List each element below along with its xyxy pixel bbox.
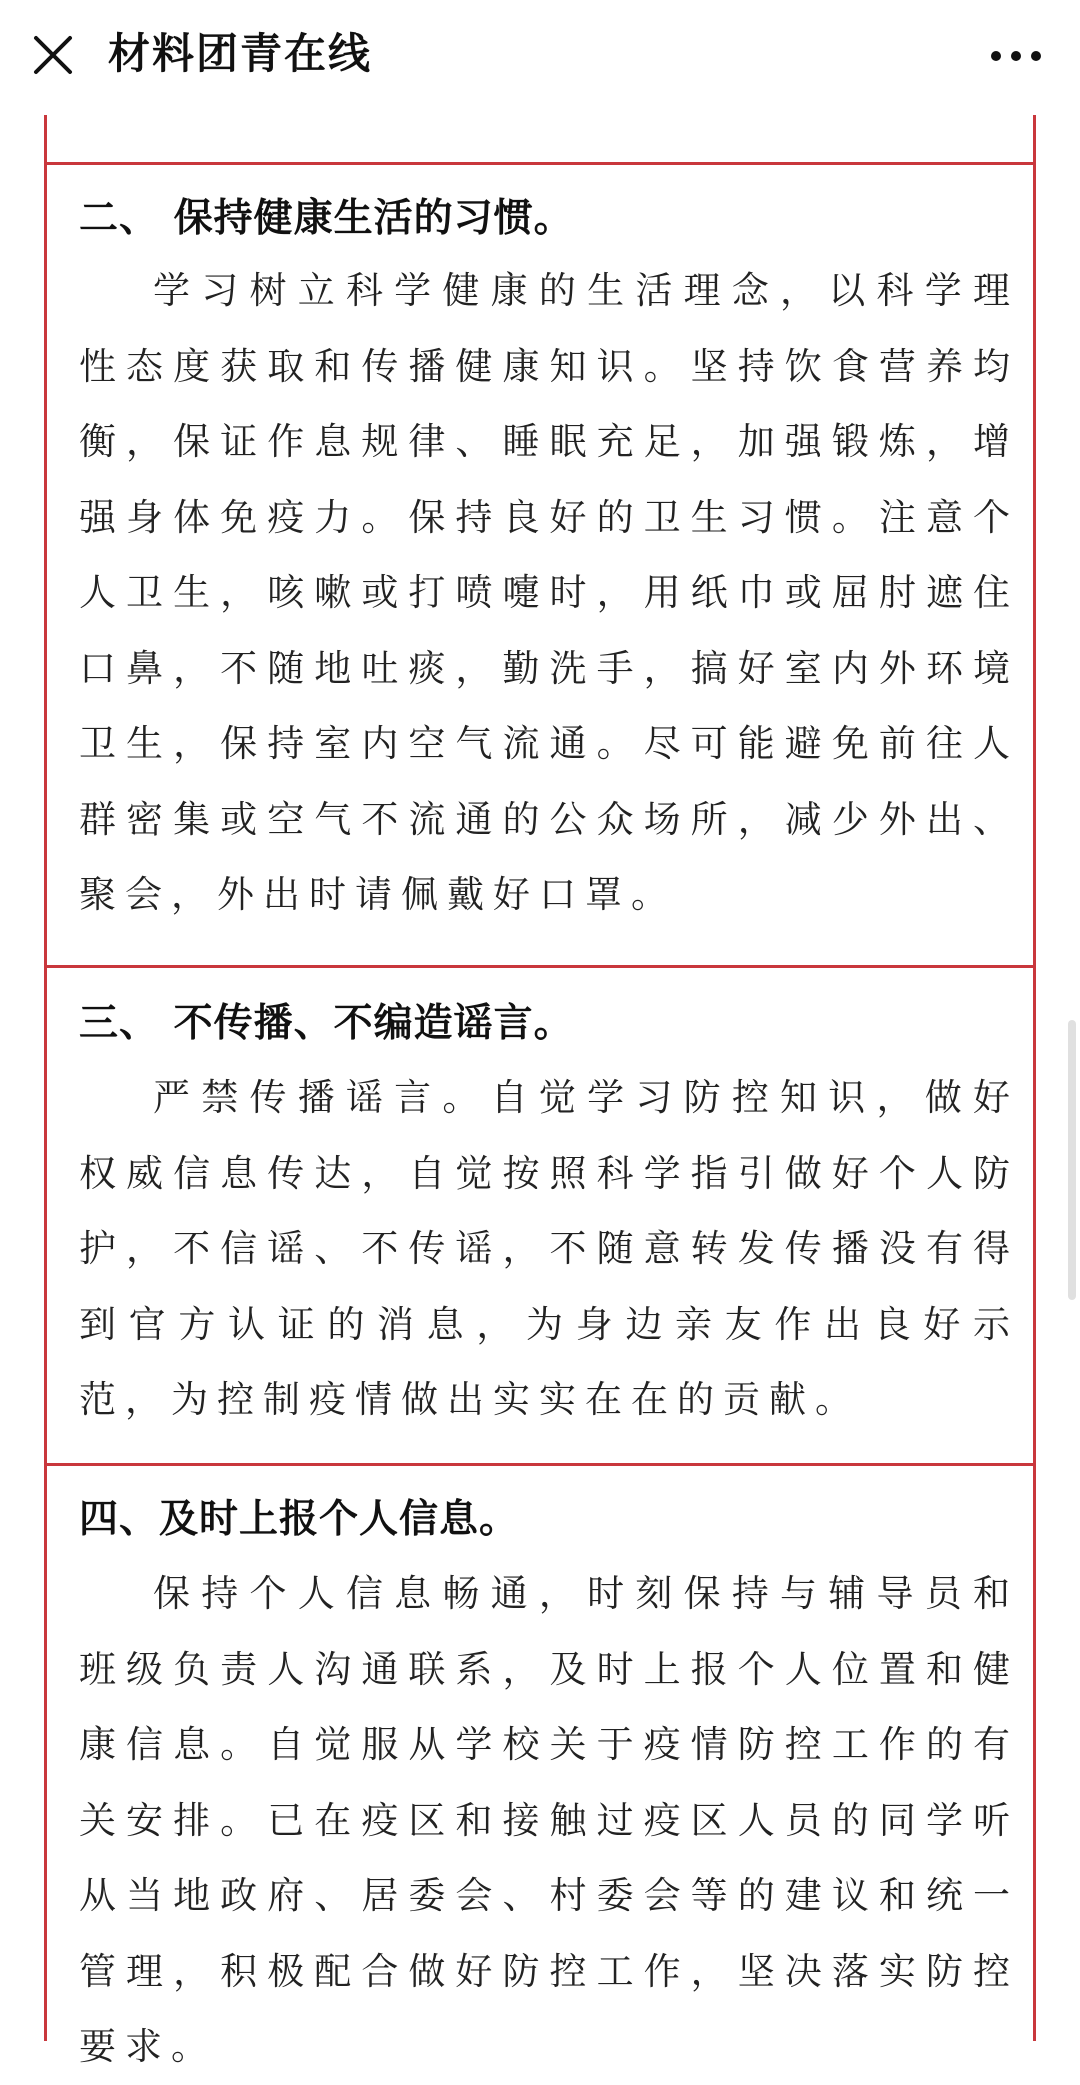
- section-heading: 四、及时上报个人信息。: [79, 1497, 520, 1542]
- section-body: 保持个人信息畅通，时刻保持与辅导员和班级负责人沟通联系，及时上报个人位置和健康信息。自觉服从学校关于疫情防控工作的有关安排。已在疫区和接触过疫区人员的同学听从当地政府、居委会、村委会等的建议和统一管理，积极配合做好防控工作，坚决落实防控要求。: [79, 1572, 1019, 2068]
- article-content: [44, 115, 1036, 2068]
- top-bar: [0, 0, 1080, 115]
- more-options-icon: [988, 46, 1044, 66]
- section-body: 学习树立科学健康的生活理念，以科学理性态度获取和传播健康知识。坚持饮食营养均衡，保证作息规律、睡眠充足，加强锻炼，增强身体免疫力。保持良好的卫生习惯。注意个人卫生，咳嗽或打喷嚏时，用纸巾或屈肘遮住口鼻，不随地吐痰，勤洗手，搞好室内外环境卫生，保持室内空气流通。尽可能避免前往人群密集或空气不流通的公众场所，减少外出、聚会，外出时请佩戴好口罩。: [79, 269, 1019, 916]
- page-title: 材料团青在线: [108, 29, 373, 78]
- more-options-button[interactable]: [988, 46, 1044, 66]
- scrollbar-thumb[interactable]: [1068, 1020, 1076, 1300]
- close-button[interactable]: [28, 30, 78, 80]
- section-no-rumors: [47, 965, 1033, 1465]
- section-report-info: [47, 1463, 1033, 2068]
- close-icon: [28, 30, 78, 80]
- section-body: 严禁传播谣言。自觉学习防控知识，做好权威信息传达，自觉按照科学指引做好个人防护，不信谣、不传谣，不随意转发传播没有得到官方认证的消息，为身边亲友作出良好示范，为控制疫情做出实实在在的贡献。: [79, 1076, 1019, 1421]
- section-heading: 二、 保持健康生活的习惯。: [79, 196, 574, 241]
- section-healthy-habits: [47, 162, 1033, 967]
- section-heading: 三、 不传播、不编造谣言。: [79, 1001, 574, 1046]
